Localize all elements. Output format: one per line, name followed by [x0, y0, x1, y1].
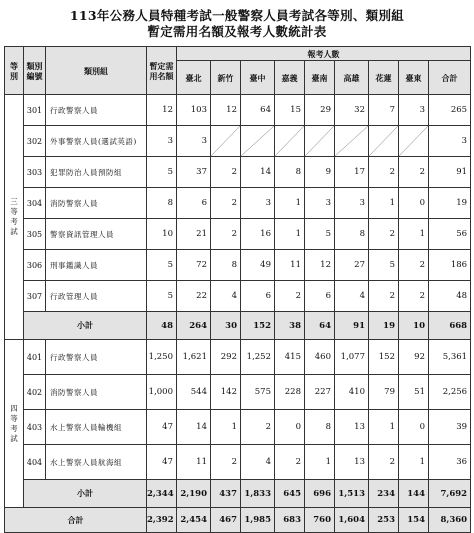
applicant-count: 29	[305, 95, 335, 126]
category-name: 刑事鑑識人員	[46, 250, 147, 281]
subtotal-count: 1,513	[335, 480, 369, 508]
applicant-count: 3	[399, 95, 429, 126]
applicant-count: 2	[369, 281, 399, 312]
demand-value: 47	[147, 445, 177, 480]
title-line-1: 113年公務人員特種考試一般警察人員考試各等別、類別組	[69, 8, 405, 23]
applicant-count: 91	[429, 157, 471, 188]
table-row	[5, 375, 471, 410]
table-row	[5, 157, 471, 188]
total-demand: 2,392	[147, 508, 177, 533]
total-count: 8,360	[429, 508, 471, 533]
header-region-2: 臺中	[241, 61, 275, 95]
subtotal-row	[5, 480, 471, 508]
category-code: 307	[24, 281, 46, 312]
diagonal-slash-icon	[369, 126, 398, 156]
category-code: 302	[24, 126, 46, 157]
category-name: 消防警察人員	[46, 188, 147, 219]
applicant-count: 1,077	[335, 340, 369, 375]
applicant-count: 27	[335, 250, 369, 281]
subtotal-count: 645	[275, 480, 305, 508]
applicant-count: 2,256	[429, 375, 471, 410]
category-code: 303	[24, 157, 46, 188]
applicant-count: 544	[177, 375, 211, 410]
applicant-count: 48	[429, 281, 471, 312]
header-applicants: 報考人數	[177, 47, 471, 61]
demand-value: 12	[147, 95, 177, 126]
applicant-count: 2	[399, 281, 429, 312]
applicant-count: 92	[399, 340, 429, 375]
category-name: 行政警察人員	[46, 340, 147, 375]
applicant-count: 2	[211, 445, 241, 480]
category-name: 消防警察人員	[46, 375, 147, 410]
applicant-count: 21	[177, 219, 211, 250]
category-code: 304	[24, 188, 46, 219]
category-name: 水上警察人員航海組	[46, 445, 147, 480]
diagonal-slash-icon	[335, 126, 368, 156]
applicant-count: 13	[335, 445, 369, 480]
subtotal-count: 1,833	[241, 480, 275, 508]
total-count: 154	[399, 508, 429, 533]
applicant-count: 265	[429, 95, 471, 126]
subtotal-count: 30	[211, 312, 241, 340]
demand-value: 5	[147, 250, 177, 281]
subtotal-count: 152	[241, 312, 275, 340]
applicant-count: 5,361	[429, 340, 471, 375]
not-applicable-cell	[335, 126, 369, 157]
applicant-count: 32	[335, 95, 369, 126]
applicant-count: 2	[211, 188, 241, 219]
title-line-2: 暫定需用名額及報考人數統計表	[147, 24, 327, 39]
applicant-count: 11	[275, 250, 305, 281]
applicant-count: 186	[429, 250, 471, 281]
header-region-7: 臺東	[399, 61, 429, 95]
applicant-count: 4	[211, 281, 241, 312]
applicant-count: 79	[369, 375, 399, 410]
subtotal-label: 小計	[24, 480, 147, 508]
subtotal-row	[5, 312, 471, 340]
applicant-count: 16	[241, 219, 275, 250]
applicant-count: 152	[369, 340, 399, 375]
table-row	[5, 410, 471, 445]
demand-value: 5	[147, 157, 177, 188]
applicant-count: 142	[211, 375, 241, 410]
demand-value: 8	[147, 188, 177, 219]
demand-value: 5	[147, 281, 177, 312]
table-row	[5, 219, 471, 250]
category-code: 301	[24, 95, 46, 126]
applicant-count: 1,252	[241, 340, 275, 375]
category-code: 306	[24, 250, 46, 281]
applicant-count: 2	[211, 219, 241, 250]
applicant-count: 2	[211, 157, 241, 188]
applicant-count: 7	[369, 95, 399, 126]
not-applicable-cell	[241, 126, 275, 157]
grade-label-text: 三 等 考 試	[10, 197, 18, 236]
table-row	[5, 126, 471, 157]
category-code: 402	[24, 375, 46, 410]
applicant-count: 0	[399, 188, 429, 219]
applicant-count: 1	[369, 410, 399, 445]
subtotal-count: 2,190	[177, 480, 211, 508]
subtotal-count: 264	[177, 312, 211, 340]
category-name: 外事警察人員(選試英語)	[46, 126, 147, 157]
applicant-count: 2	[369, 219, 399, 250]
grade-label-text: 四 等 考 試	[10, 403, 18, 443]
not-applicable-cell	[211, 126, 241, 157]
total-count: 1,985	[241, 508, 275, 533]
applicant-count: 2	[241, 410, 275, 445]
header-demand: 暫定需用名額	[147, 47, 177, 95]
applicant-count: 39	[429, 410, 471, 445]
applicant-count: 1,621	[177, 340, 211, 375]
demand-value: 47	[147, 410, 177, 445]
applicant-count: 51	[399, 375, 429, 410]
subtotal-demand: 48	[147, 312, 177, 340]
applicant-count: 72	[177, 250, 211, 281]
category-code: 305	[24, 219, 46, 250]
table-row	[5, 95, 471, 126]
applicant-count: 415	[275, 340, 305, 375]
applicant-count: 12	[211, 95, 241, 126]
applicant-count: 13	[335, 410, 369, 445]
category-name: 行政警察人員	[46, 95, 147, 126]
applicant-count: 37	[177, 157, 211, 188]
applicant-count: 22	[177, 281, 211, 312]
applicant-count: 3	[241, 188, 275, 219]
not-applicable-cell	[275, 126, 305, 157]
header-region-0: 臺北	[177, 61, 211, 95]
subtotal-count: 668	[429, 312, 471, 340]
subtotal-count: 144	[399, 480, 429, 508]
header-region-5: 高雄	[335, 61, 369, 95]
total-count: 2,454	[177, 508, 211, 533]
applicant-count: 36	[429, 445, 471, 480]
subtotal-count: 19	[369, 312, 399, 340]
applicant-count: 4	[335, 281, 369, 312]
subtotal-count: 10	[399, 312, 429, 340]
applicant-count: 8	[305, 410, 335, 445]
subtotal-count: 38	[275, 312, 305, 340]
demand-value: 1,250	[147, 340, 177, 375]
diagonal-slash-icon	[275, 126, 304, 156]
applicant-count: 1	[399, 219, 429, 250]
applicant-count: 14	[177, 410, 211, 445]
applicant-count: 3	[429, 126, 471, 157]
applicant-count: 56	[429, 219, 471, 250]
diagonal-slash-icon	[305, 126, 334, 156]
category-name: 犯罪防治人員預防組	[46, 157, 147, 188]
applicant-count: 8	[275, 157, 305, 188]
subtotal-count: 7,692	[429, 480, 471, 508]
applicant-count: 3	[335, 188, 369, 219]
applicant-count: 1	[211, 410, 241, 445]
applicant-count: 2	[399, 250, 429, 281]
applicant-count: 2	[275, 281, 305, 312]
demand-value: 10	[147, 219, 177, 250]
total-count: 760	[305, 508, 335, 533]
applicant-count: 17	[335, 157, 369, 188]
grade-label	[5, 340, 24, 508]
subtotal-count: 91	[335, 312, 369, 340]
applicant-count: 64	[241, 95, 275, 126]
applicant-count: 228	[275, 375, 305, 410]
applicant-count: 103	[177, 95, 211, 126]
applicant-count: 5	[369, 250, 399, 281]
header-category-group: 類別組	[46, 47, 147, 95]
diagonal-slash-icon	[241, 126, 274, 156]
subtotal-count: 437	[211, 480, 241, 508]
header-region-1: 新竹	[211, 61, 241, 95]
applicant-count: 2	[399, 157, 429, 188]
applicant-count: 2	[369, 445, 399, 480]
header-category-code: 類別編號	[24, 47, 46, 95]
applicant-count: 19	[429, 188, 471, 219]
table-row	[5, 250, 471, 281]
subtotal-count: 234	[369, 480, 399, 508]
applicant-count: 6	[241, 281, 275, 312]
applicant-count: 0	[399, 410, 429, 445]
table-row	[5, 281, 471, 312]
applicant-count: 8	[335, 219, 369, 250]
subtotal-count: 64	[305, 312, 335, 340]
applicant-count: 1	[275, 188, 305, 219]
subtotal-label: 小計	[24, 312, 147, 340]
not-applicable-cell	[369, 126, 399, 157]
total-label: 合計	[5, 508, 147, 533]
header-region-4: 臺南	[305, 61, 335, 95]
applicant-count: 410	[335, 375, 369, 410]
applicant-count: 0	[275, 410, 305, 445]
not-applicable-cell	[399, 126, 429, 157]
demand-value: 3	[147, 126, 177, 157]
applicant-count: 11	[177, 445, 211, 480]
applicant-count: 9	[305, 157, 335, 188]
table-row	[5, 188, 471, 219]
applicant-count: 1	[399, 445, 429, 480]
category-name: 行政管理人員	[46, 281, 147, 312]
category-code: 403	[24, 410, 46, 445]
diagonal-slash-icon	[399, 126, 428, 156]
category-code: 401	[24, 340, 46, 375]
applicant-count: 5	[305, 219, 335, 250]
subtotal-count: 696	[305, 480, 335, 508]
category-name: 水上警察人員輪機組	[46, 410, 147, 445]
applicant-count: 6	[177, 188, 211, 219]
diagonal-slash-icon	[211, 126, 240, 156]
applicant-count: 227	[305, 375, 335, 410]
subtotal-demand: 2,344	[147, 480, 177, 508]
table-title	[0, 0, 474, 40]
applicant-count: 4	[241, 445, 275, 480]
applicant-count: 12	[305, 250, 335, 281]
applicant-count: 1	[275, 219, 305, 250]
total-row	[5, 508, 471, 533]
applicant-count: 460	[305, 340, 335, 375]
applicant-count: 292	[211, 340, 241, 375]
applicant-count: 3	[177, 126, 211, 157]
grade-label	[5, 95, 24, 340]
total-count: 253	[369, 508, 399, 533]
total-count: 1,604	[335, 508, 369, 533]
applicant-count: 14	[241, 157, 275, 188]
header-region-3: 嘉義	[275, 61, 305, 95]
table-row	[5, 445, 471, 480]
total-count: 683	[275, 508, 305, 533]
category-code: 404	[24, 445, 46, 480]
applicant-count: 1	[305, 445, 335, 480]
applicant-count: 575	[241, 375, 275, 410]
applicant-count: 1	[369, 188, 399, 219]
statistics-table	[4, 46, 471, 533]
demand-value: 1,000	[147, 375, 177, 410]
applicant-count: 2	[275, 445, 305, 480]
category-name: 警察資訊管理人員	[46, 219, 147, 250]
applicant-count: 49	[241, 250, 275, 281]
applicant-count: 6	[305, 281, 335, 312]
header-grade: 等 別	[5, 47, 24, 95]
header-region-8: 合計	[429, 61, 471, 95]
applicant-count: 15	[275, 95, 305, 126]
header-region-6: 花蓮	[369, 61, 399, 95]
applicant-count: 2	[369, 157, 399, 188]
table-row	[5, 340, 471, 375]
total-count: 467	[211, 508, 241, 533]
applicant-count: 8	[211, 250, 241, 281]
applicant-count: 3	[305, 188, 335, 219]
not-applicable-cell	[305, 126, 335, 157]
